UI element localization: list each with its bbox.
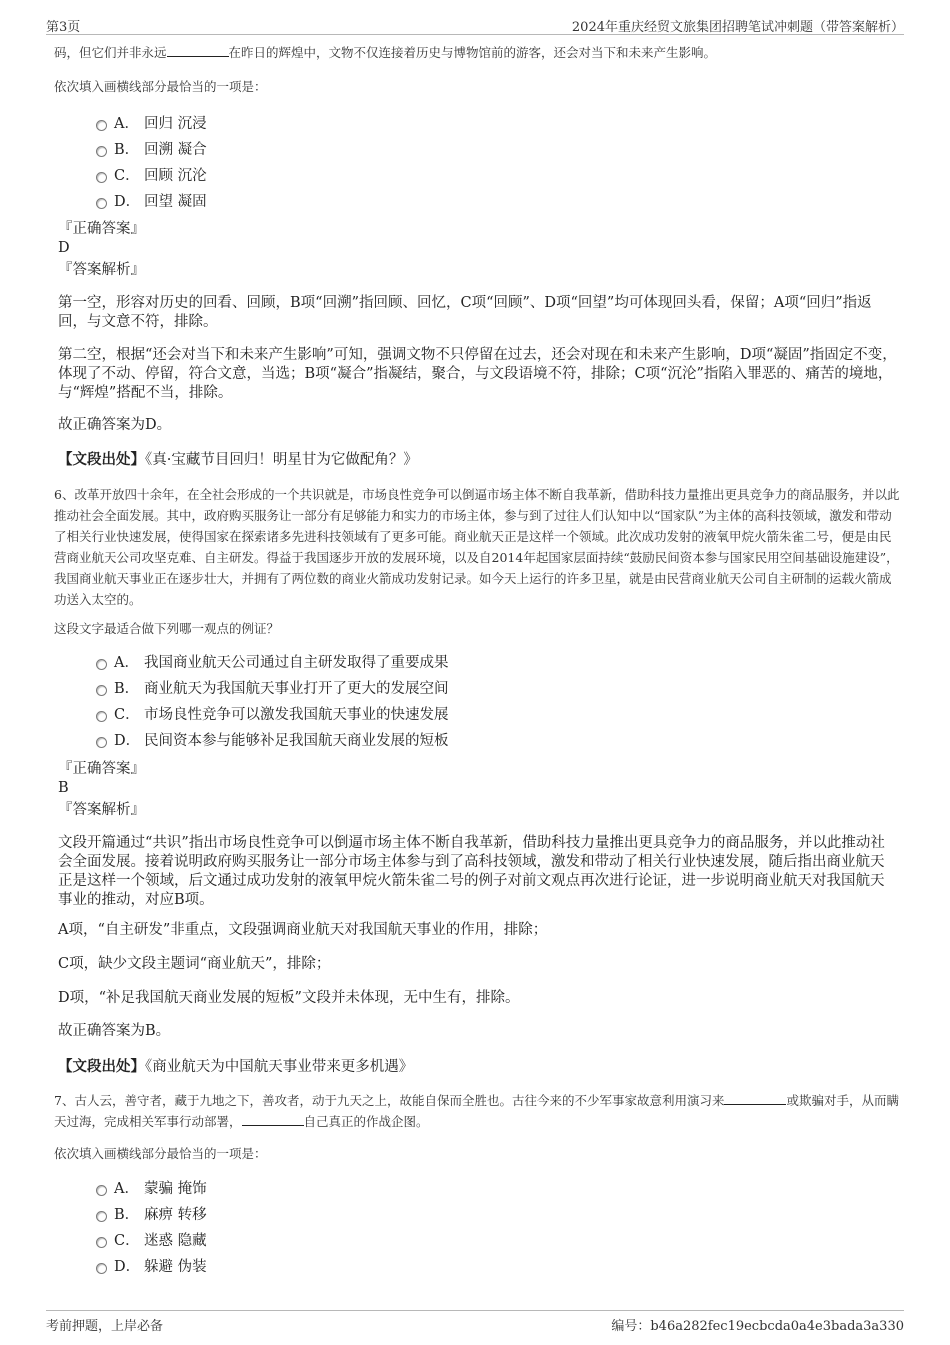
fill-blank [724, 1090, 786, 1105]
radio-icon[interactable] [96, 1185, 107, 1196]
radio-icon[interactable] [96, 685, 107, 696]
source-line: 【文段出处】《商业航天为中国航天事业带来更多机遇》 [58, 1058, 414, 1075]
answer-label: 『正确答案』 [58, 761, 145, 777]
analysis-conclusion: 故正确答案为D。 [58, 417, 172, 433]
q5-prompt: 依次填入画横线部分最恰当的一项是： [54, 79, 267, 94]
analysis-paragraph: C项，缺少文段主题词“商业航天”，排除； [58, 956, 331, 972]
radio-icon[interactable] [96, 711, 107, 722]
q6-prompt: 这段文字最适合做下列哪一观点的例证？ [54, 621, 280, 636]
radio-icon[interactable] [96, 198, 107, 209]
radio-icon[interactable] [96, 120, 107, 131]
answer-label: 『正确答案』 [58, 221, 145, 237]
radio-icon[interactable] [96, 1263, 107, 1274]
radio-icon[interactable] [96, 1211, 107, 1222]
document-title: 2024年重庆经贸文旅集团招聘笔试冲刺题（带答案解析） [571, 20, 904, 35]
analysis-paragraph: A项，“自主研发”非重点，文段强调商业航天对我国航天事业的作用，排除； [58, 922, 548, 938]
q7-prompt: 依次填入画横线部分最恰当的一项是： [54, 1146, 267, 1161]
radio-icon[interactable] [96, 172, 107, 183]
radio-icon[interactable] [96, 1237, 107, 1248]
analysis-paragraph: D项，“补足我国航天商业发展的短板”文段并未体现，无中生有，排除。 [58, 990, 520, 1006]
answer-value: B [58, 780, 69, 796]
analysis-label: 『答案解析』 [58, 262, 145, 278]
page-header [46, 14, 904, 35]
radio-icon[interactable] [96, 737, 107, 748]
radio-icon[interactable] [96, 146, 107, 157]
footer-doc-id: 编号：b46a282fec19ecbcda0a4e3bada3a330 [611, 1319, 904, 1334]
answer-value: D [58, 240, 70, 256]
analysis-paragraph: 文段开篇通过“共识”指出市场良性竞争可以倒逼市场主体不断自我革新，借助科技力量推出更具竞争力的商品服务，并以此推动社会全面发展。接着说明政府购买服务让一部分市场主体参与到了高科技领域，激发和带动了相关行业快速发展，随后指出商业航天正是这样一个领域，后文通过成功发射的液氧甲烷火箭朱雀二号的例子对前文观点再次进行论证，进一步说明商业航天对我国航天事业的推动，对应B项。 [58, 835, 885, 908]
page-number: 第3页 [46, 20, 81, 35]
footer-slogan: 考前押题，上岸必备 [46, 1319, 164, 1334]
fill-blank [242, 1111, 304, 1126]
source-line: 【文段出处】《真·宝藏节目回归！明星甘为它做配角？》 [58, 451, 418, 468]
analysis-conclusion: 故正确答案为B。 [58, 1023, 171, 1039]
analysis-label: 『答案解析』 [58, 802, 145, 818]
q6-passage: 6、改革开放四十余年，在全社会形成的一个共识就是，市场良性竞争可以倒逼市场主体不断自我革新，借助科技力量推出更具竞争力的商品服务，并以此推动社会全面发展。其中，政府购买服务让一部分有足够能力和实力的市场主体，参与到了过往人们认知中以“国家队”为主体的高科技领域，激发和带动了相关行业快速发展，使得国家在探索诸多先进科技领域有了更多可能。商业航天正是这样一个领域。此次成功发射的液氧甲烷火箭朱雀二号，便是由民营商业航天公司攻坚克难、自主研发。得益于我国逐步开放的发展环境，以及自2014年起国家层面持续“鼓励民间资本参与国家民用空间基础设施建设”，我国商业航天事业正在逐步壮大，并拥有了两位数的商业火箭成功发射记录。如今天上运行的许多卫星，就是由民营商业航天公司自主研制的运载火箭成功送入太空的。 [54, 487, 900, 607]
radio-icon[interactable] [96, 659, 107, 670]
analysis-paragraph: 第一空，形容对历史的回看、回顾，B项“回溯”指回顾、回忆，C项“回顾”、D项“回望”均可体现回头看，保留；A项“回归”指返回，与文意不符，排除。 [58, 295, 872, 330]
analysis-paragraph: 第二空，根据“还会对当下和未来产生影响”可知，强调文物不只停留在过去，还会对现在和未来产生影响，D项“凝固”指固定不变，体现了不动、停留，符合文意，当选；B项“凝合”指凝结，聚合，与文段语境不符，排除；C项“沉沦”指陷入罪恶的、痛苦的境地，与“辉煌”搭配不当，排除。 [58, 347, 897, 401]
q5-intro-line: 码，但它们并非永远 在昨日的辉煌中，文物不仅连接着历史与博物馆前的游客，还会对当下和未来产生影响。 [54, 42, 900, 63]
q7-passage: 7、古人云，善守者，藏于九地之下，善攻者，动于九天之上，故能自保而全胜也。古往今来的不少军事家故意利用演习来 或欺骗对手，从而瞒天过海，完成相关军事行动部署， 自己真正的作战企图。 [54, 1090, 900, 1132]
fill-blank [167, 42, 229, 57]
page-footer [46, 1310, 904, 1335]
